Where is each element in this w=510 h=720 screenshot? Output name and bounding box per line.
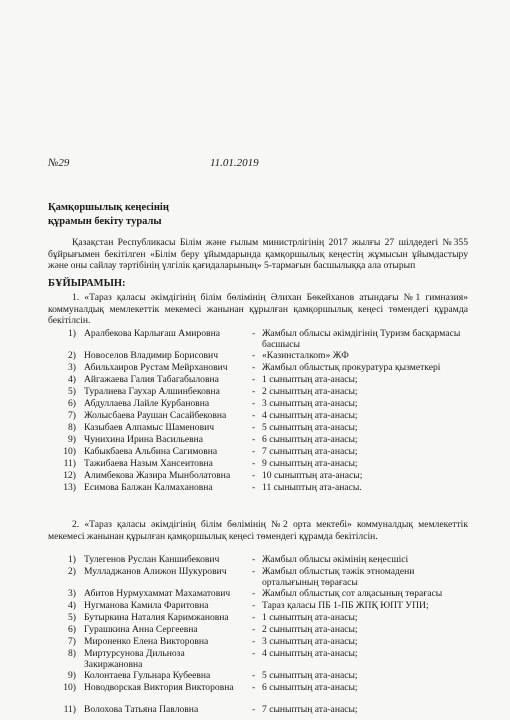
member-row — [0, 624, 510, 636]
member-number: 11) — [63, 458, 76, 469]
member-row — [0, 398, 510, 410]
member-number: 4) — [68, 374, 76, 385]
member-number: 1) — [68, 554, 76, 565]
member-number: 13) — [63, 482, 76, 493]
member-dash: - — [252, 386, 256, 397]
order-number: №29 — [48, 157, 70, 169]
section-2-member-list — [0, 554, 510, 716]
member-name: Гурашкина Анна Сергеевна — [84, 624, 198, 635]
member-row — [0, 470, 510, 482]
member-row — [0, 554, 510, 566]
member-role: «Казинсталкоm» ЖФ — [262, 350, 349, 361]
order-word: БҰЙЫРАМЫН: — [48, 278, 126, 289]
member-name: Тулегенов Руслан Каншибекович — [84, 554, 220, 565]
member-dash: - — [252, 588, 256, 599]
member-dash: - — [252, 704, 256, 715]
member-role: Жамбыл облыстық тәжік этномадени орталығының төрағасы — [262, 566, 415, 588]
member-dash: - — [252, 422, 256, 433]
title-line-1: Қамқоршылық кеңесінің — [48, 202, 169, 213]
member-name: Волохова Татьяна Павловна — [84, 704, 199, 715]
member-row — [0, 350, 510, 362]
member-row — [0, 704, 510, 716]
member-number: 8) — [68, 648, 76, 659]
member-number: 11) — [63, 704, 76, 715]
member-dash: - — [252, 612, 256, 623]
member-role: Тараз қаласы ПБ 1-ПБ ЖПҚ ЮПТ УПИ; — [262, 600, 429, 611]
member-dash: - — [252, 482, 256, 493]
member-name: Абитов Нурмухаммат Махаматович — [84, 588, 231, 599]
member-row — [0, 434, 510, 446]
member-role: 5 сыныптың ата-анасы; — [262, 670, 358, 681]
member-name: Алимбекова Жазира Мынболатовна — [84, 470, 231, 481]
member-row — [0, 458, 510, 470]
member-role: 7 сыныптың ата-анасы; — [262, 446, 358, 457]
member-number: 9) — [68, 434, 76, 445]
member-name: Мулладжанов Алижон Шукурович — [84, 566, 227, 577]
member-dash: - — [252, 350, 256, 361]
member-role: 11 сыныптың ата-анасы. — [262, 482, 362, 493]
member-name: Нугманова Камила Фаритовна — [84, 600, 209, 611]
member-name: Чуниxина Ирина Васильевна — [84, 434, 204, 445]
member-number: 2) — [68, 350, 76, 361]
member-name: Тажибаева Назым Хансеитовна — [84, 458, 213, 469]
member-row — [0, 328, 510, 350]
member-role: Жамбыл облысы әкімінің кеңесшісі — [262, 554, 409, 565]
member-dash: - — [252, 470, 256, 481]
member-name: Бутыркина Наталия Каримжановна — [84, 612, 229, 623]
member-number: 12) — [63, 470, 76, 481]
member-number: 6) — [68, 398, 76, 409]
member-number: 5) — [68, 612, 76, 623]
member-number: 4) — [68, 600, 76, 611]
member-name: Новодворская Виктория Викторовна — [84, 682, 234, 693]
member-role: 1 сыныптың ата-анасы; — [262, 612, 358, 623]
member-role: 5 сыныптың ата-анасы; — [262, 422, 358, 433]
member-dash: - — [252, 328, 256, 339]
document-title — [48, 201, 169, 229]
member-row — [0, 410, 510, 422]
member-role: 3 сыныптың ата-анасы; — [262, 636, 358, 647]
member-row — [0, 374, 510, 386]
member-dash: - — [252, 566, 256, 577]
member-dash: - — [252, 410, 256, 421]
member-row — [0, 682, 510, 704]
member-name: Айгажаева Галия Табагабыловна — [84, 374, 219, 385]
member-role: Жамбыл облыстық прокуратура қызметкері — [262, 362, 441, 373]
member-dash: - — [252, 446, 256, 457]
member-row — [0, 362, 510, 374]
member-row — [0, 566, 510, 588]
member-role: 4 сыныптың ата-анасы; — [262, 410, 358, 421]
member-row — [0, 422, 510, 434]
member-row — [0, 446, 510, 458]
member-dash: - — [252, 554, 256, 565]
member-role: Жамбыл облыстық сот алқасының төрағасы — [262, 588, 443, 599]
member-role: 4 сыныптың ата-анасы; — [262, 648, 358, 659]
member-name: Жолысбаева Раушан Сасайбековна — [84, 410, 227, 421]
member-number: 1) — [68, 328, 76, 339]
member-name: Мироненко Елена Викторовна — [84, 636, 209, 647]
member-role: 6 сыныптың ата-анасы; — [262, 434, 358, 445]
member-role: Жамбыл облысы әкімдігінің Туризм басқармасы басшысы — [262, 328, 461, 350]
section-2-text: 2. «Тараз қаласы әкімдігінің білім бөлімінің №2 орта мектебі» коммуналдық мемлекеттік мекемесі жанынан құрылған қамқоршылық кеңесі төмендегі құрамда бекітілсін. — [48, 519, 468, 542]
member-role: 2 сыныптың ата-анасы; — [262, 386, 358, 397]
member-role: 3 сыныптың ата-анасы; — [262, 398, 358, 409]
member-row — [0, 588, 510, 600]
member-name: Кабыкбаева Альбина Сагимовна — [84, 446, 218, 457]
member-dash: - — [252, 434, 256, 445]
member-number: 3) — [68, 588, 76, 599]
member-dash: - — [252, 362, 256, 373]
section-1-text: 1. «Тараз қаласы әкімдігінің білім бөлімінің Әлихан Бөкейханов атындағы №1 гимназия» коммуналдық мемлекеттік мекемесі жанынан құрылған қамқоршылық кеңесі төмендегі құрамда бекітілсін. — [48, 292, 468, 326]
member-name: Туралиева Гаухар Алшинбековна — [84, 386, 220, 397]
intro-paragraph: Қазақстан Республикасы Білім және ғылым министрлігінің 2017 жылғы 27 шілдедегі №355 бұйрығымен бекітілген «Білім беру ұйымдарында қамқоршылық кеңестің жұмысын ұйымдастыру және оны сайлау тәртібінің үлгілік қағидаларының» 5-тармағын басшылыққа ала отырып — [48, 237, 468, 271]
member-number: 9) — [68, 670, 76, 681]
member-dash: - — [252, 682, 256, 693]
order-date: 11.01.2019 — [210, 157, 259, 169]
member-row — [0, 648, 510, 670]
title-line-2: құрамын бекіту туралы — [48, 216, 162, 227]
member-role: 9 сыныптың ата-анасы; — [262, 458, 358, 469]
member-dash: - — [252, 458, 256, 469]
member-row — [0, 600, 510, 612]
member-name: Колонтаева Гульнара Кубеевна — [84, 670, 211, 681]
member-number: 10) — [63, 446, 76, 457]
member-dash: - — [252, 670, 256, 681]
member-name: Абдуллаева Лайле Курбановна — [84, 398, 210, 409]
section-1-member-list — [0, 328, 510, 494]
member-row — [0, 386, 510, 398]
member-number: 7) — [68, 410, 76, 421]
member-number: 10) — [63, 682, 76, 693]
member-row — [0, 636, 510, 648]
member-number: 3) — [68, 362, 76, 373]
member-role: 7 сыныптың ата-анасы; — [262, 704, 358, 715]
member-number: 5) — [68, 386, 76, 397]
member-name: Абильхаиров Рустам Мейрханович — [84, 362, 228, 373]
member-dash: - — [252, 636, 256, 647]
member-dash: - — [252, 398, 256, 409]
member-dash: - — [252, 600, 256, 611]
member-row — [0, 612, 510, 624]
member-dash: - — [252, 648, 256, 659]
member-number: 6) — [68, 624, 76, 635]
member-role: 1 сыныптың ата-анасы; — [262, 374, 358, 385]
member-dash: - — [252, 374, 256, 385]
member-row — [0, 670, 510, 682]
member-role: 2 сыныптың ата-анасы; — [262, 624, 358, 635]
member-number: 2) — [68, 566, 76, 577]
member-row — [0, 482, 510, 494]
member-number: 7) — [68, 636, 76, 647]
member-name: Миртурсунова Дильноза Закиржановна — [84, 648, 185, 670]
member-role: 10 сыныптың ата-анасы; — [262, 470, 363, 481]
member-number: 8) — [68, 422, 76, 433]
member-name: Аралбекова Карлығаш Амировна — [84, 328, 220, 339]
member-role: 6 сыныптың ата-анасы; — [262, 682, 358, 693]
member-dash: - — [252, 624, 256, 635]
member-name: Новоселов Владимир Борисович — [84, 350, 219, 361]
member-name: Есимова Балжан Калмахановна — [84, 482, 213, 493]
member-name: Казыбаев Алпамыс Шаменович — [84, 422, 215, 433]
